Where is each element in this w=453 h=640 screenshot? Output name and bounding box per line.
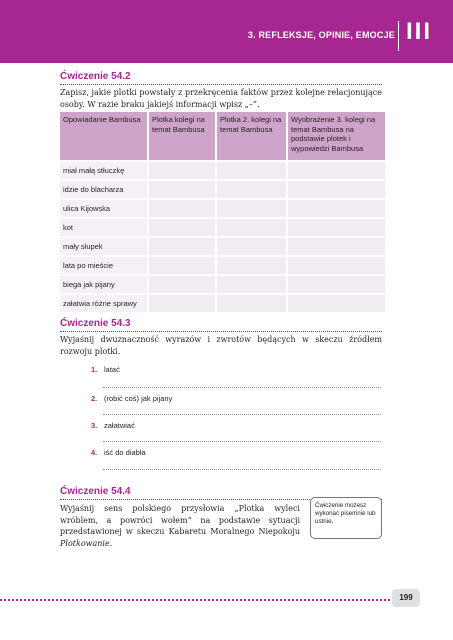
- answer-cell[interactable]: [288, 238, 385, 255]
- list-number: 2.: [91, 394, 98, 403]
- rumor-table: [58, 110, 387, 314]
- table-row: [60, 200, 385, 217]
- exercise-instruction-54-3: Wyjaśnij dwuznaczność wyrazów i zwrotów będących w skeczu źródłem rozwoju plotki.: [60, 335, 382, 356]
- answer-cell[interactable]: [217, 219, 286, 236]
- footer-divider: [0, 599, 390, 601]
- exercise-divider: [60, 84, 382, 85]
- table-row: [60, 238, 385, 255]
- row-label: ulica Kijowska: [60, 200, 147, 217]
- row-label: lata po mieście: [60, 257, 147, 274]
- table-row: [60, 181, 385, 198]
- list-term: (robić coś) jak pijany: [104, 394, 173, 403]
- answer-cell[interactable]: [149, 162, 215, 179]
- sketch-title: Plotkowanie: [60, 538, 110, 548]
- list-item: [91, 365, 120, 374]
- answer-cell[interactable]: [149, 276, 215, 293]
- table-row: [60, 162, 385, 179]
- answer-cell[interactable]: [217, 238, 286, 255]
- header-cell-rumor-1: Plotka kolegi na temat Bambusa: [149, 112, 215, 160]
- list-term: załatwiać: [104, 421, 135, 430]
- row-label: załatwia różne sprawy: [60, 295, 147, 312]
- exercise-instruction-54-4: [60, 503, 300, 549]
- answer-line[interactable]: [103, 441, 381, 442]
- answer-cell[interactable]: [149, 257, 215, 274]
- row-label: miał małą stłuczkę: [60, 162, 147, 179]
- answer-cell[interactable]: [288, 200, 385, 217]
- answer-line[interactable]: [103, 387, 381, 388]
- exercise-title-54-2: Ćwiczenie 54.2: [60, 71, 131, 82]
- header-cell-imagination: Wyobrażenie 3. kolegi na temat Bambusa na podstawie plotek i wypowiedzi Bambusa: [288, 112, 385, 160]
- answer-cell[interactable]: [288, 276, 385, 293]
- table-row: [60, 276, 385, 293]
- table-row: [60, 257, 385, 274]
- row-label: kot: [60, 219, 147, 236]
- list-term: iść do diabła: [104, 448, 146, 457]
- answer-cell[interactable]: [149, 200, 215, 217]
- list-number: 4.: [91, 448, 98, 457]
- exercise-instruction-54-2: Zapisz, jakie plotki powstały z przekręcenia faktów przez kolejne relacjonujące osoby. W razie braku jakiejś informacji wpisz „–”.: [60, 88, 382, 109]
- note-box: Ćwiczenie możesz wykonać pisemnie lub ustnie.: [310, 497, 382, 539]
- instruction-end: .: [109, 538, 113, 548]
- table-header-row: [60, 112, 385, 160]
- row-label: biega jak pijany: [60, 276, 147, 293]
- section-title: 3. REFLEKSJE, OPINIE, EMOCJE: [247, 30, 395, 40]
- section-numeral: III: [406, 18, 433, 45]
- list-term: latać: [104, 365, 120, 374]
- exercise-title-54-3: Ćwiczenie 54.3: [60, 318, 131, 329]
- table-row: [60, 295, 385, 312]
- exercise-title-54-4: Ćwiczenie 54.4: [60, 486, 131, 497]
- answer-cell[interactable]: [288, 162, 385, 179]
- answer-cell[interactable]: [217, 200, 286, 217]
- row-label: mały słupek: [60, 238, 147, 255]
- answer-cell[interactable]: [288, 181, 385, 198]
- answer-line[interactable]: [103, 414, 381, 415]
- list-number: 3.: [91, 421, 98, 430]
- answer-cell[interactable]: [288, 219, 385, 236]
- answer-cell[interactable]: [149, 295, 215, 312]
- list-number: 1.: [91, 365, 98, 374]
- row-label: idzie do blacharza: [60, 181, 147, 198]
- answer-cell[interactable]: [217, 257, 286, 274]
- header-cell-story: Opowiadanie Bambusa: [60, 112, 147, 160]
- table-row: [60, 219, 385, 236]
- answer-cell[interactable]: [149, 181, 215, 198]
- list-item: [91, 421, 135, 430]
- answer-cell[interactable]: [217, 276, 286, 293]
- list-item: [91, 394, 172, 403]
- answer-cell[interactable]: [288, 257, 385, 274]
- list-item: [91, 448, 146, 457]
- header-separator: [398, 21, 399, 51]
- instruction-text: Wyjaśnij sens polskiego przysłowia „Plotka wyleci wróblem, a powróci wołem” na podstawie sytuacji przedstawionej w skeczu Kabaretu Moralnego Niepokoju: [60, 504, 300, 536]
- answer-cell[interactable]: [217, 181, 286, 198]
- answer-cell[interactable]: [288, 295, 385, 312]
- answer-cell[interactable]: [149, 219, 215, 236]
- page-number: 199: [392, 589, 420, 607]
- exercise-divider: [60, 331, 382, 332]
- answer-line[interactable]: [103, 469, 381, 470]
- header-cell-rumor-2: Plotka 2. kolegi na temat Bambusa: [217, 112, 286, 160]
- answer-cell[interactable]: [217, 162, 286, 179]
- answer-cell[interactable]: [217, 295, 286, 312]
- answer-cell[interactable]: [149, 238, 215, 255]
